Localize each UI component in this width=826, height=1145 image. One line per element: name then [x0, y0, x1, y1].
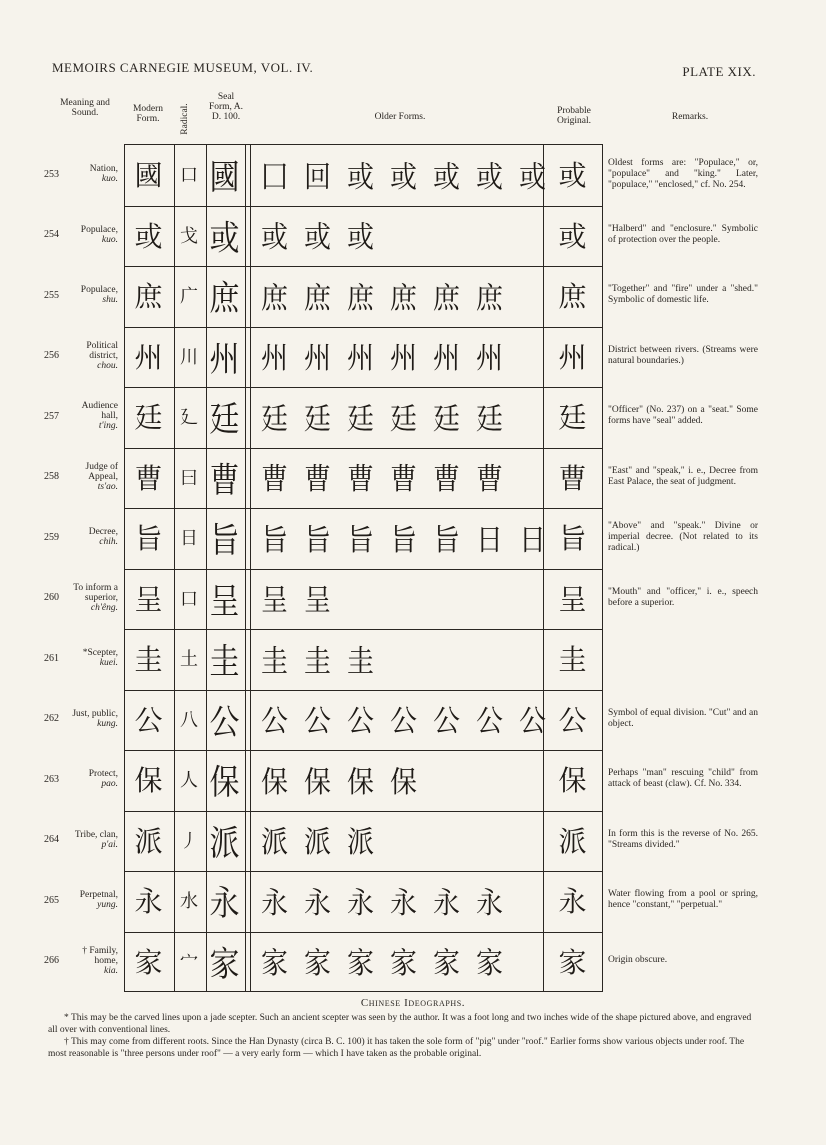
older-glyph: 派 [261, 826, 288, 861]
older-glyph: 曹 [347, 463, 374, 498]
probable-original: 派 [558, 824, 587, 858]
radical: 川 [180, 346, 198, 368]
entry-meaning [66, 709, 118, 729]
older-glyph: 永 [390, 886, 417, 921]
older-glyph: 日 [519, 523, 546, 558]
radical: 丿 [180, 830, 198, 852]
seal-form: 圭 [209, 642, 240, 683]
meaning-text: Judge of Appeal, [85, 461, 118, 482]
modern-form: 或 [134, 219, 163, 253]
radical: 八 [180, 709, 198, 731]
entry-meta [44, 507, 120, 567]
probable-original: 公 [558, 703, 587, 737]
entry-number: 258 [44, 471, 59, 482]
seal-form: 旨 [209, 521, 240, 562]
older-glyph: 圭 [304, 644, 331, 679]
entry-number: 262 [44, 713, 59, 724]
entry-meaning [66, 164, 118, 184]
older-glyph: 庶 [347, 281, 374, 316]
entry-meta [44, 144, 120, 204]
older-glyph: 州 [347, 342, 374, 377]
older-forms [249, 447, 554, 508]
entry-meta [44, 568, 120, 628]
modern-form: 永 [134, 885, 163, 919]
entry-remark: "Above" and "speak." Divine or imperial decree. (Not related to its radical.) [608, 520, 758, 553]
older-glyph: 呈 [261, 584, 288, 619]
entry-number: 264 [44, 834, 59, 845]
older-glyph: 公 [261, 705, 288, 740]
probable-original: 或 [558, 219, 587, 253]
entry-meta [44, 931, 120, 991]
probable-original: 州 [558, 340, 587, 374]
older-forms [249, 749, 554, 810]
col-header-modern: Modern Form. [132, 104, 164, 124]
entry-meaning [66, 830, 118, 850]
entry-number: 253 [44, 168, 59, 180]
older-glyph: 保 [347, 765, 374, 800]
entry-meaning [66, 341, 118, 371]
probable-original: 家 [558, 945, 587, 979]
seal-form: 家 [209, 944, 240, 985]
meaning-text: To inform a superior, [73, 582, 118, 603]
older-glyph: 庶 [304, 281, 331, 316]
sound-text: t'ing. [98, 421, 118, 431]
older-forms [249, 326, 554, 387]
older-glyph: 公 [476, 705, 503, 740]
older-glyph: 家 [476, 947, 503, 982]
older-glyph: 永 [347, 886, 374, 921]
probable-original: 圭 [558, 643, 587, 677]
entry-number: 259 [44, 531, 59, 543]
seal-form: 公 [209, 702, 240, 743]
older-glyph: 州 [304, 342, 331, 377]
seal-form: 保 [209, 763, 240, 804]
older-glyph: 廷 [433, 402, 460, 437]
entry-meta [44, 205, 120, 265]
entry-remark: In form this is the reverse of No. 265. "Streams divided." [608, 828, 758, 850]
older-glyph: 廷 [347, 402, 374, 437]
sound-text: chih. [99, 537, 118, 547]
older-forms [249, 568, 554, 629]
older-glyph: 曹 [476, 463, 503, 498]
older-glyph: 曹 [304, 463, 331, 498]
older-glyph: 永 [304, 886, 331, 921]
seal-form: 庶 [209, 279, 240, 320]
entry-remark: "Officer" (No. 237) on a "seat." Some forms have "seal" added. [608, 405, 758, 426]
radical: 日 [180, 528, 198, 550]
sound-text: ts'ao. [97, 481, 118, 492]
footnote-scepter: * This may be the carved lines upon a jade scepter. Such an ancient scepter was seen by the author. It was a foot long and two inches wide of the shape pictured above, and engraved all over with conventional lines. [48, 1013, 752, 1035]
older-glyph: 家 [261, 947, 288, 982]
older-glyph: 廷 [476, 402, 503, 437]
entry-number: 256 [44, 350, 59, 361]
meaning-text: Tribe, clan, [74, 829, 118, 840]
radical: 戈 [180, 225, 198, 247]
radical: 宀 [180, 951, 198, 973]
older-glyph: 公 [390, 705, 417, 740]
older-glyph: 回 [304, 160, 331, 195]
older-glyph: 公 [433, 705, 460, 740]
entry-meta [44, 628, 120, 688]
meaning-text: Decree, [88, 527, 118, 537]
older-glyph: 旨 [304, 523, 331, 558]
older-forms [249, 265, 554, 326]
older-glyph: 派 [347, 826, 374, 861]
sound-text: shu. [102, 295, 118, 305]
modern-form: 派 [134, 824, 163, 858]
older-glyph: 旨 [390, 523, 417, 558]
older-glyph: 州 [390, 342, 417, 377]
plate-number: PLATE XIX. [682, 64, 756, 79]
entry-meaning [66, 285, 118, 305]
entry-meta [44, 810, 120, 870]
entry-remark: District between rivers. (Streams were natural boundaries.) [608, 344, 758, 366]
entry-remark: Symbol of equal division. "Cut" and an object. [608, 707, 758, 729]
sound-text: kia. [104, 965, 118, 976]
radical: 水 [180, 891, 198, 913]
col-header-seal: Seal Form, A. D. 100. [208, 92, 244, 122]
modern-form: 圭 [134, 643, 163, 677]
older-forms [249, 628, 554, 689]
meaning-text: *Scepter, [82, 648, 118, 658]
entry-meaning [66, 225, 118, 245]
entry-meaning [66, 769, 118, 789]
older-glyph: 州 [433, 342, 460, 377]
meaning-text: Populace, [80, 285, 118, 295]
older-glyph: 庶 [476, 281, 503, 316]
older-glyph: 或 [347, 160, 374, 195]
entry-remark [608, 628, 758, 688]
older-glyph: 或 [433, 160, 460, 195]
older-forms [249, 205, 554, 266]
modern-form: 州 [134, 340, 163, 374]
entry-remark: "Together" and "fire" under a "shed." Symbolic of domestic life. [608, 284, 758, 305]
older-glyph: 呈 [304, 584, 331, 619]
modern-form: 家 [134, 945, 163, 979]
older-glyph: 庶 [390, 281, 417, 316]
entry-remark: Oldest forms are: "Populace," or, "populace" and "king." Later, "populace," "enclosed," cf. No. 254. [608, 157, 758, 190]
modern-form: 庶 [134, 280, 163, 314]
entry-remark: "Mouth" and "officer," i. e., speech before a superior. [608, 586, 758, 608]
entry-meta [44, 326, 120, 386]
sound-text: chou. [97, 360, 118, 371]
older-glyph: 永 [261, 886, 288, 921]
older-glyph: 家 [433, 947, 460, 982]
older-glyph: 或 [347, 221, 374, 256]
older-glyph: 保 [261, 765, 288, 800]
seal-form: 州 [209, 339, 240, 380]
meaning-text: Populace, [80, 224, 118, 235]
older-glyph: 旨 [261, 523, 288, 558]
entry-number: 255 [44, 289, 59, 301]
radical: 口 [180, 588, 198, 610]
meaning-text: † Family, home, [82, 945, 118, 966]
entry-number: 261 [44, 652, 59, 664]
modern-form: 廷 [134, 401, 163, 435]
radical: 廴 [180, 407, 198, 429]
meaning-text: Perpetnal, [79, 890, 118, 900]
sound-text: ch'êng. [90, 602, 118, 613]
entry-number: 263 [44, 773, 59, 785]
older-glyph: 公 [519, 705, 546, 740]
older-forms [249, 810, 554, 871]
older-glyph: 或 [261, 221, 288, 256]
seal-form: 或 [209, 218, 240, 259]
entry-remark: "Halberd" and "enclosure." Symbolic of protection over the people. [608, 223, 758, 245]
older-glyph: 公 [304, 705, 331, 740]
entry-remark: "East" and "speak," i. e., Decree from East Palace, the seat of judgment. [608, 465, 758, 487]
running-header: MEMOIRS CARNEGIE MUSEUM, VOL. IV. [52, 60, 314, 75]
older-glyph: 日 [476, 523, 503, 558]
older-forms [249, 870, 554, 931]
older-glyph: 圭 [261, 644, 288, 679]
radical: 广 [180, 286, 198, 308]
older-glyph: 或 [519, 160, 546, 195]
sound-text: kung. [97, 718, 118, 729]
older-glyph: 或 [476, 160, 503, 195]
radical: 曰 [180, 467, 198, 489]
entry-remark: Water flowing from a pool or spring, hence "constant," "perpetual." [608, 889, 758, 910]
modern-form: 公 [134, 703, 163, 737]
seal-form: 永 [209, 884, 240, 925]
footnotes [48, 1012, 756, 1060]
entry-number: 266 [44, 955, 59, 966]
entry-number: 254 [44, 229, 59, 240]
modern-form: 國 [134, 159, 163, 193]
older-glyph: 派 [304, 826, 331, 861]
entry-meaning [66, 583, 118, 613]
older-glyph: 庶 [433, 281, 460, 316]
older-glyph: 保 [304, 765, 331, 800]
older-glyph: 永 [476, 886, 503, 921]
older-glyph: 公 [347, 705, 374, 740]
probable-original: 庶 [558, 280, 587, 314]
probable-original: 旨 [558, 522, 587, 556]
probable-original: 或 [558, 159, 587, 193]
modern-form: 旨 [134, 522, 163, 556]
col-header-meaning: Meaning and Sound. [60, 98, 110, 118]
seal-form: 曹 [209, 460, 240, 501]
radical: 土 [180, 649, 198, 671]
older-forms [249, 689, 554, 750]
meaning-text: Protect, [88, 769, 118, 779]
older-glyph: 廷 [261, 402, 288, 437]
older-glyph: 家 [347, 947, 374, 982]
seal-form: 國 [209, 158, 240, 199]
older-glyph: 旨 [433, 523, 460, 558]
col-header-original: Probable Original. [556, 106, 592, 126]
entry-remark: Perhaps "man" rescuing "child" from attack of beast (claw). Cf. No. 334. [608, 768, 758, 789]
entry-meaning [66, 462, 118, 492]
entry-meta [44, 689, 120, 749]
older-glyph: 圭 [347, 644, 374, 679]
sound-text: pao. [101, 779, 118, 789]
older-forms [249, 144, 554, 205]
older-glyph: 保 [390, 765, 417, 800]
older-forms [249, 507, 554, 568]
sound-text: yung. [97, 900, 118, 910]
radical: 口 [180, 165, 198, 187]
modern-form: 曹 [134, 461, 163, 495]
sound-text: kuo. [101, 234, 118, 245]
meaning-text: Political district, [86, 340, 118, 361]
older-glyph: 家 [390, 947, 417, 982]
older-glyph: 州 [476, 342, 503, 377]
probable-original: 保 [558, 764, 587, 798]
seal-form: 廷 [209, 400, 240, 441]
entry-meta [44, 749, 120, 809]
plate-caption: Chinese Ideographs. [360, 997, 466, 1009]
entry-meaning [66, 648, 118, 668]
entry-remark: Origin obscure. [608, 955, 668, 965]
older-glyph: 或 [390, 160, 417, 195]
entry-meaning [66, 401, 118, 431]
meaning-text: Audience hall, [81, 401, 118, 421]
sound-text: p'ai. [101, 839, 118, 850]
older-glyph: 曹 [261, 463, 288, 498]
older-forms [249, 386, 554, 447]
entry-number: 265 [44, 894, 59, 906]
older-glyph: 廷 [390, 402, 417, 437]
entry-meta [44, 870, 120, 930]
older-glyph: 家 [304, 947, 331, 982]
entry-meta [44, 386, 120, 446]
col-header-remarks: Remarks. [671, 112, 709, 122]
entry-meaning [66, 890, 118, 910]
col-header-radical: Radical. [180, 103, 190, 135]
entry-meaning [66, 527, 118, 547]
entry-meta [44, 447, 120, 507]
older-glyph: 庶 [261, 281, 288, 316]
older-glyph: 曹 [433, 463, 460, 498]
older-glyph: 州 [261, 342, 288, 377]
modern-form: 呈 [134, 582, 163, 616]
col-header-older: Older Forms. [374, 112, 426, 122]
footnote-family: † This may come from different roots. Since the Han Dynasty (circa B. C. 100) it has taken the sole form of "pig" under "roof." Earlier forms show various objects under roof. The most reasonable is "three persons under roof" — a very early form — which I have taken as the probable original. [48, 1037, 745, 1059]
seal-form: 呈 [209, 581, 240, 622]
older-glyph: 或 [304, 221, 331, 256]
probable-original: 呈 [558, 582, 587, 616]
probable-original: 曹 [558, 461, 587, 495]
probable-original: 永 [558, 885, 587, 919]
meaning-text: Just, public, [72, 708, 118, 719]
entry-meaning [66, 946, 118, 976]
meaning-text: Nation, [89, 164, 118, 174]
entry-meta [44, 265, 120, 325]
older-glyph: 曹 [390, 463, 417, 498]
older-glyph: 囗 [261, 160, 288, 195]
older-glyph: 永 [433, 886, 460, 921]
sound-text: kuei. [99, 658, 118, 668]
entry-number: 257 [44, 410, 59, 422]
modern-form: 保 [134, 764, 163, 798]
radical: 人 [180, 770, 198, 792]
probable-original: 廷 [558, 401, 587, 435]
older-glyph: 旨 [347, 523, 374, 558]
entry-number: 260 [44, 592, 59, 603]
older-glyph: 廷 [304, 402, 331, 437]
older-forms [249, 931, 554, 992]
seal-form: 派 [209, 823, 240, 864]
sound-text: kuo. [101, 174, 118, 184]
